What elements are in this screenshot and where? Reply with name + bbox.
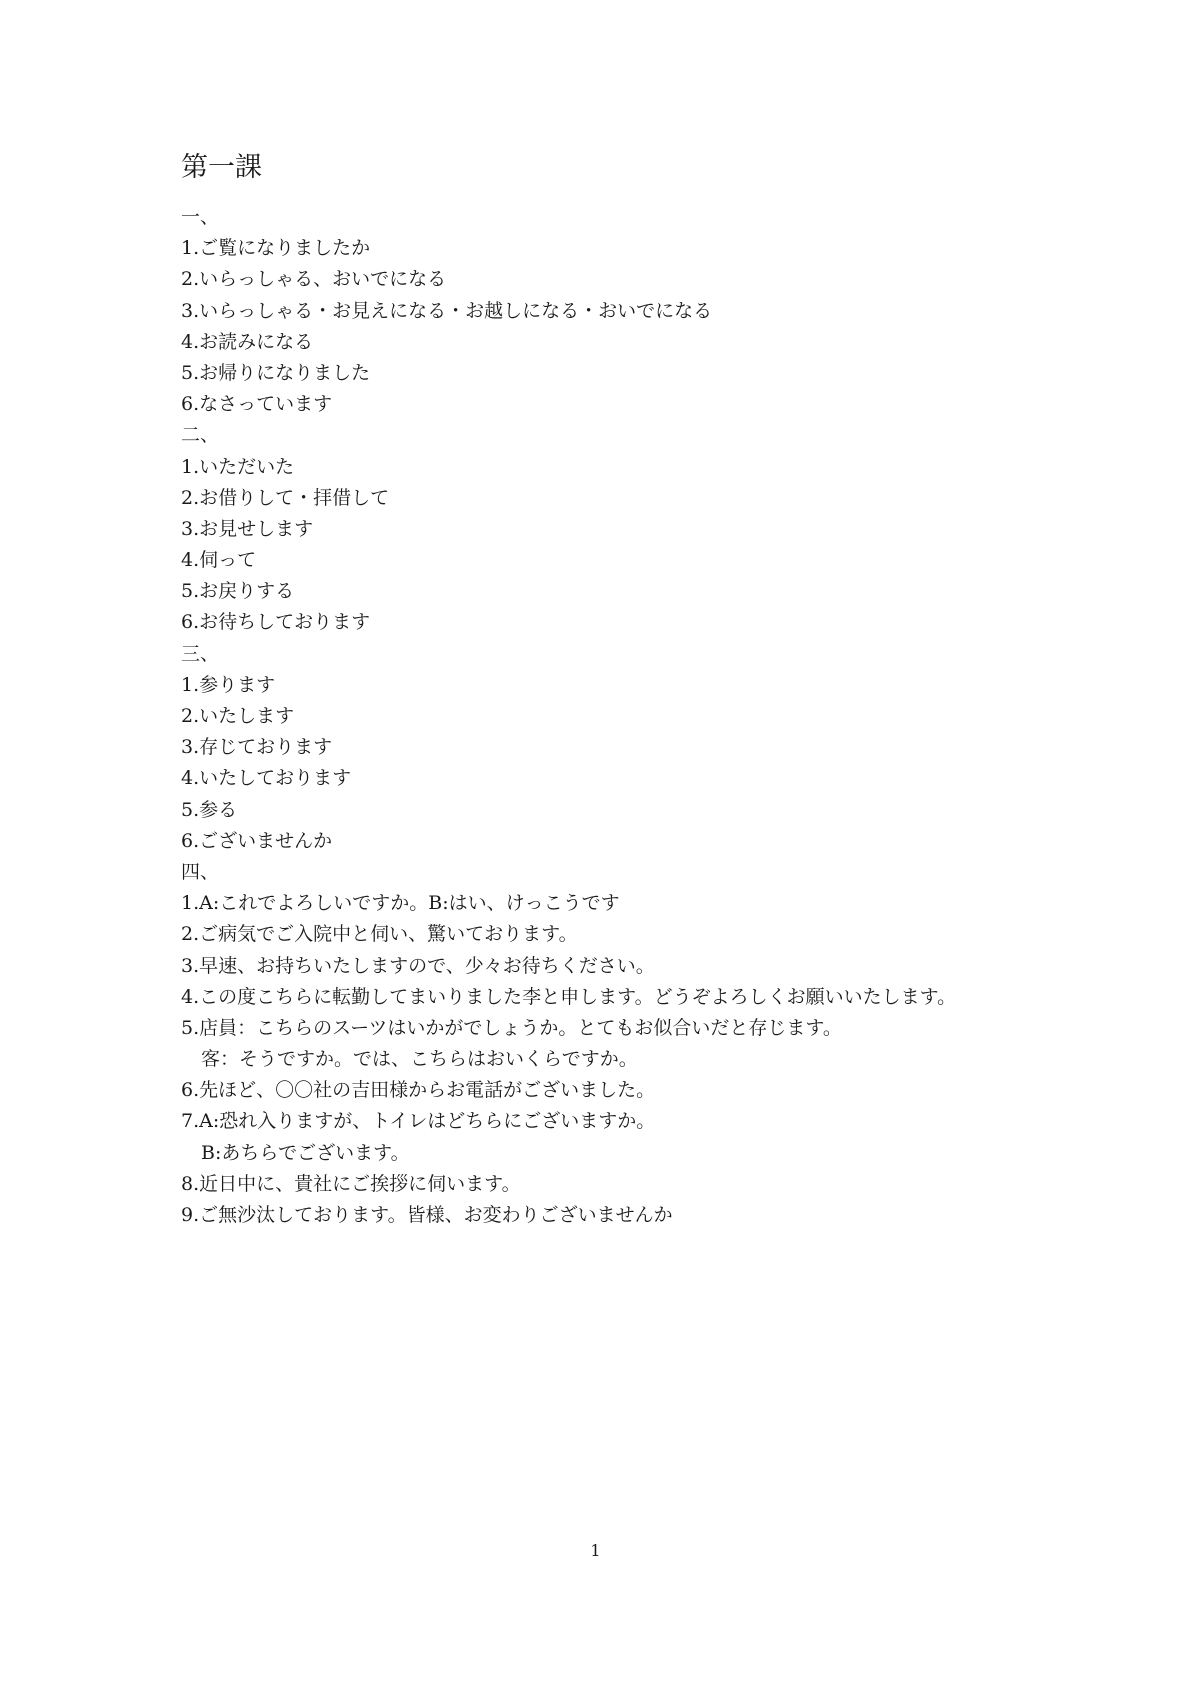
answer-line: 2.お借りして・拝借して	[181, 486, 390, 509]
answer-line: 3.早速、お持ちいたしますので、少々お待ちください。	[181, 954, 655, 977]
answer-line: 8.近日中に、貴社にご挨拶に伺います。	[181, 1172, 521, 1195]
answer-line: 5.お戻りする	[181, 580, 295, 603]
answer-line: 4.お読みになる	[181, 330, 314, 353]
answer-line: 3.お見せします	[181, 517, 314, 540]
answer-line: 1.A:これでよろしいですか。B:はい、けっこうです	[181, 892, 620, 915]
section-heading-3: 三、	[181, 642, 220, 665]
answer-line: 6.なさっています	[181, 393, 333, 416]
answer-line: 1.いただいた	[181, 455, 295, 478]
page-number: 1	[590, 1541, 601, 1560]
answer-line: 6.先ほど、〇〇社の吉田様からお電話がございました。	[181, 1079, 656, 1102]
document-body	[181, 150, 1061, 1231]
answer-line: 1.ご覧になりましたか	[181, 237, 371, 260]
answer-line: 6.お待ちしております	[181, 611, 371, 634]
page-title: 第一課	[181, 152, 262, 183]
answer-line: 2.いたします	[181, 705, 295, 727]
answer-line: 3.いらっしゃる・お見えになる・お越しになる・おいでになる	[181, 299, 713, 322]
answer-line: 7.A:恐れ入りますが、トイレはどちらにございますか。	[181, 1110, 656, 1133]
section-heading-4: 四、	[181, 860, 220, 883]
answer-line: 5.参る	[181, 798, 238, 821]
answer-line: 5.店員：こちらのスーツはいかがでしょうか。とてもお似合いだと存じます。	[181, 1016, 842, 1039]
answer-line-continuation: 客：そうですか。では、こちらはおいくらですか。	[201, 1048, 638, 1071]
answer-line: 3.存じております	[181, 736, 333, 759]
answer-line: 9.ご無沙汰しております。皆様、お変わりございませんか	[181, 1204, 673, 1226]
answer-line: 1.参ります	[181, 673, 276, 696]
section-heading-2: 二、	[181, 424, 220, 447]
answer-line: 4.伺って	[181, 549, 257, 572]
section-heading-1: 一、	[181, 206, 220, 228]
answer-line: 4.この度こちらに転勤してまいりました李と申します。どうぞよろしくお願いいたします。	[181, 985, 957, 1008]
answer-line: 6.ございませんか	[181, 829, 333, 852]
answer-line: 2.ご病気でご入院中と伺い、驚いております。	[181, 923, 578, 946]
answer-line: 2.いらっしゃる、おいでになる	[181, 268, 447, 291]
answer-line: 5.お帰りになりました	[181, 361, 371, 384]
answer-line-continuation: B:あちらでございます。	[201, 1141, 410, 1164]
answer-line: 4.いたしております	[181, 767, 352, 790]
